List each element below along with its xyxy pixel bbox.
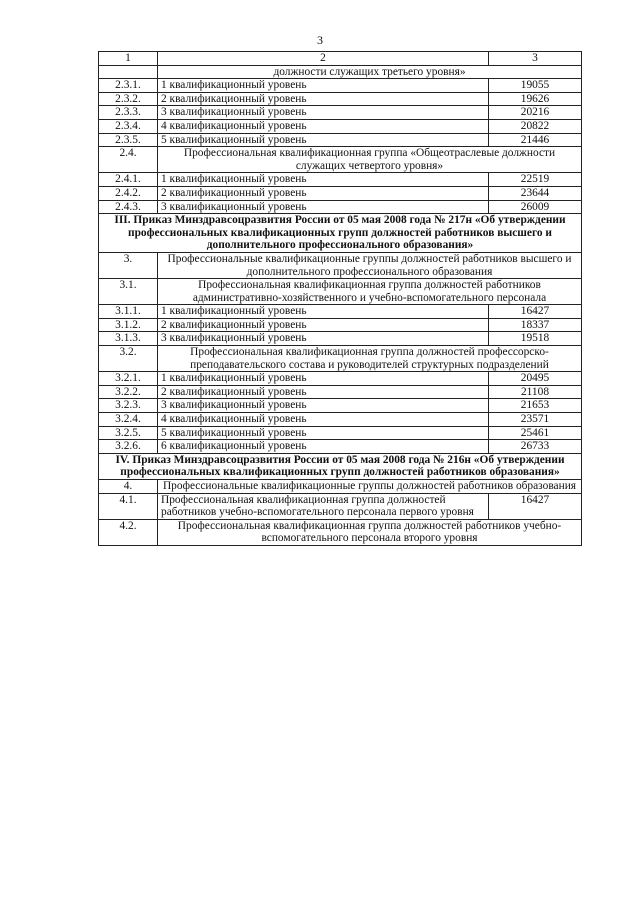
row-name: 3 квалификационный уровень (158, 200, 489, 214)
section-heading-row (99, 453, 582, 479)
table-row (99, 305, 582, 319)
empty-cell (99, 65, 158, 79)
row-name: 2 квалификационный уровень (158, 92, 489, 106)
row-name: 1 квалификационный уровень (158, 372, 489, 386)
table-row (99, 318, 582, 332)
row-number: 3.1.2. (99, 318, 158, 332)
row-salary: 21653 (489, 399, 582, 413)
row-salary: 23571 (489, 413, 582, 427)
group-title: Профессиональная квалификационная группа «Общеотраслевые должности служащих четвертого уровня» (158, 147, 582, 173)
table-row (99, 186, 582, 200)
row-salary: 26009 (489, 200, 582, 214)
group-title: Профессиональные квалификационные группы должностей работников образования (158, 480, 582, 494)
group-row (99, 147, 582, 173)
row-number: 3.2.1. (99, 372, 158, 386)
row-name: 3 квалификационный уровень (158, 399, 489, 413)
group-row (99, 346, 582, 372)
group-number: 3. (99, 252, 158, 278)
row-number: 3.2.2. (99, 385, 158, 399)
group-row (99, 279, 582, 305)
header-cell: 2 (158, 52, 489, 66)
table-row (99, 133, 582, 147)
row-number: 3.2.5. (99, 426, 158, 440)
row-salary: 18337 (489, 318, 582, 332)
table-row (99, 79, 582, 93)
group-number: 4.2. (99, 519, 158, 545)
row-salary: 19518 (489, 332, 582, 346)
table-row (99, 200, 582, 214)
group-row (99, 252, 582, 278)
row-salary: 25461 (489, 426, 582, 440)
row-salary: 23644 (489, 186, 582, 200)
page-number: 3 (317, 33, 323, 47)
row-number: 2.3.1. (99, 79, 158, 93)
header-cell: 3 (489, 52, 582, 66)
row-number: 3.2.6. (99, 440, 158, 454)
row-salary: 16427 (489, 305, 582, 319)
row-name: 2 квалификационный уровень (158, 318, 489, 332)
group-title: Профессиональная квалификационная группа должностей работников административно-хозяйственного и учебно-вспомогательного персонала (158, 279, 582, 305)
table-row (99, 372, 582, 386)
row-name: 1 квалификационный уровень (158, 305, 489, 319)
row-salary: 21446 (489, 133, 582, 147)
table-row (99, 385, 582, 399)
row-salary: 20822 (489, 119, 582, 133)
header-row (99, 52, 582, 66)
group-number: 4. (99, 480, 158, 494)
continuation-text: должности служащих третьего уровня» (158, 65, 582, 79)
row-number: 4.1. (99, 493, 158, 519)
row-number: 2.4.1. (99, 173, 158, 187)
row-name: 4 квалификационный уровень (158, 413, 489, 427)
table-row (99, 413, 582, 427)
section-heading-row (99, 214, 582, 253)
section-heading: III. Приказ Минздравсоцразвития России от 05 мая 2008 года № 217н «Об утверждении профессиональных квалификационных групп должностей работников высшего и дополнительного профессионального образования» (99, 214, 582, 253)
group-title: Профессиональные квалификационные группы должностей работников высшего и дополнительного профессионального образования (158, 252, 582, 278)
row-salary: 16427 (489, 493, 582, 519)
row-number: 3.1.1. (99, 305, 158, 319)
row-salary: 22519 (489, 173, 582, 187)
group-row (99, 519, 582, 545)
section-heading: IV. Приказ Минздравсоцразвития России от 05 мая 2008 года № 216н «Об утверждении профессиональных квалификационных групп должностей работников образования» (99, 453, 582, 479)
table-row (99, 173, 582, 187)
row-number: 2.4.2. (99, 186, 158, 200)
row-salary: 21108 (489, 385, 582, 399)
table-row (99, 399, 582, 413)
table-row (99, 426, 582, 440)
group-title: Профессиональная квалификационная группа должностей профессорско-преподавательского состава и руководителей структурных подразделений (158, 346, 582, 372)
row-name: 3 квалификационный уровень (158, 106, 489, 120)
salary-table (98, 51, 582, 546)
row-number: 2.3.2. (99, 92, 158, 106)
row-salary: 26733 (489, 440, 582, 454)
row-number: 3.1.3. (99, 332, 158, 346)
table-row (99, 440, 582, 454)
row-number: 3.2.3. (99, 399, 158, 413)
group-row (99, 480, 582, 494)
group-number: 3.2. (99, 346, 158, 372)
table-row (99, 106, 582, 120)
header-cell: 1 (99, 52, 158, 66)
table-row (99, 119, 582, 133)
group-title: Профессиональная квалификационная группа должностей работников учебно-вспомогательного персонала второго уровня (158, 519, 582, 545)
row-salary: 19055 (489, 79, 582, 93)
row-salary: 20495 (489, 372, 582, 386)
row-number: 2.3.5. (99, 133, 158, 147)
group-number: 2.4. (99, 147, 158, 173)
table-row (99, 332, 582, 346)
row-name: 2 квалификационный уровень (158, 186, 489, 200)
row-number: 2.4.3. (99, 200, 158, 214)
row-name: Профессиональная квалификационная группа должностей работников учебно-вспомогательного персонала первого уровня (158, 493, 489, 519)
table-row (99, 92, 582, 106)
row-name: 3 квалификационный уровень (158, 332, 489, 346)
row-number: 3.2.4. (99, 413, 158, 427)
row-salary: 19626 (489, 92, 582, 106)
row-name: 2 квалификационный уровень (158, 385, 489, 399)
row-name: 5 квалификационный уровень (158, 133, 489, 147)
row-number: 2.3.3. (99, 106, 158, 120)
group-number: 3.1. (99, 279, 158, 305)
table-row (99, 493, 582, 519)
row-name: 5 квалификационный уровень (158, 426, 489, 440)
row-number: 2.3.4. (99, 119, 158, 133)
row-name: 6 квалификационный уровень (158, 440, 489, 454)
continuation-row (99, 65, 582, 79)
row-name: 1 квалификационный уровень (158, 79, 489, 93)
row-name: 1 квалификационный уровень (158, 173, 489, 187)
row-salary: 20216 (489, 106, 582, 120)
row-name: 4 квалификационный уровень (158, 119, 489, 133)
